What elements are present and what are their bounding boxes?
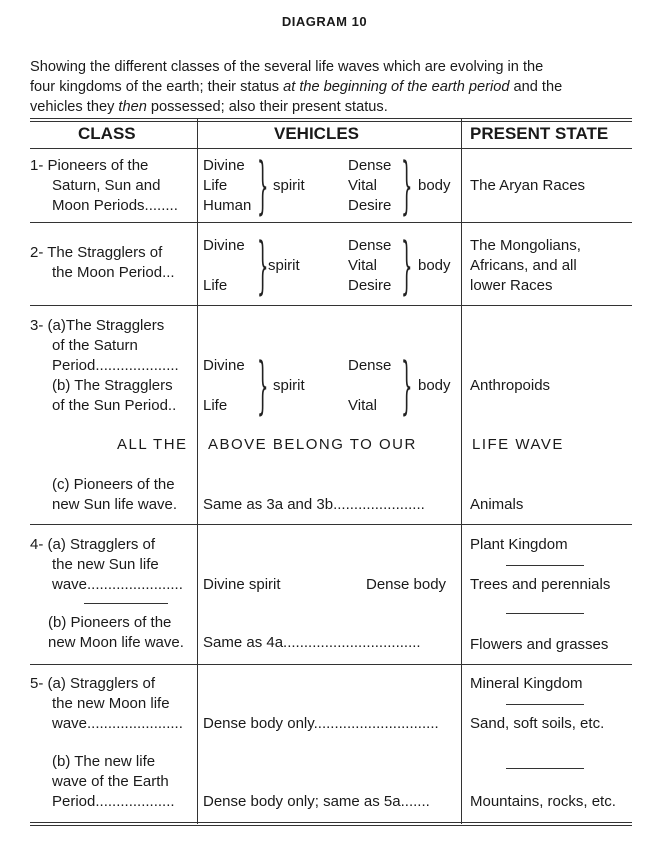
row-divider-3 bbox=[30, 524, 632, 525]
row-3-class-line-4: (b) The Stragglers bbox=[52, 377, 173, 394]
table-bottom-rule-double bbox=[30, 825, 632, 826]
row-3-class-line-3: Period.................... bbox=[52, 357, 179, 374]
intro-line-1: Showing the different classes of the several life waves which are evolving in the bbox=[30, 59, 544, 75]
row-3c-class-line-2: new Sun life wave. bbox=[52, 496, 178, 513]
row-4a-vehicles-left: Divine spirit bbox=[203, 576, 281, 593]
row-1-body-label: body bbox=[418, 177, 451, 194]
belong-text-part-1: ALL THE bbox=[117, 436, 188, 453]
diagram-title: DIAGRAM 10 bbox=[281, 14, 368, 29]
row-2-spirit-word-2: Life bbox=[203, 277, 228, 294]
intro-emphasis-then: then bbox=[118, 99, 147, 115]
row-2-spirit-brace-icon: } bbox=[257, 227, 269, 303]
row-4a-present: Trees and perennials bbox=[470, 576, 611, 593]
row-3-class-line-1: 3- (a)The Stragglers bbox=[30, 317, 165, 334]
row-4a-class-line-3: wave....................... bbox=[52, 576, 183, 593]
belong-text-part-3: LIFE WAVE bbox=[472, 436, 564, 453]
row-2-present-line-3: lower Races bbox=[470, 277, 553, 294]
row-2-spirit-label: spirit bbox=[268, 257, 300, 274]
row-3-class-line-5: of the Sun Period.. bbox=[52, 397, 177, 414]
row-4-present-separator-2 bbox=[506, 613, 584, 614]
row-2-body-brace-icon: } bbox=[401, 227, 413, 303]
row-4-present-separator-1 bbox=[506, 565, 584, 566]
row-4-present-heading: Plant Kingdom bbox=[470, 536, 568, 553]
row-1-body-word-1: Dense bbox=[348, 157, 392, 174]
row-2-spirit-word-1: Divine bbox=[203, 237, 245, 254]
row-3c-class-line-1: (c) Pioneers of the bbox=[52, 476, 175, 493]
row-4b-vehicles: Same as 4a................................. bbox=[203, 634, 421, 651]
row-5-present-separator-2 bbox=[506, 768, 584, 769]
row-divider-1 bbox=[30, 222, 632, 223]
row-4b-class-line-2: new Moon life wave. bbox=[48, 634, 184, 651]
row-5-present-heading: Mineral Kingdom bbox=[470, 675, 583, 692]
header-present-state: PRESENT STATE bbox=[470, 124, 609, 143]
belong-text-part-2: ABOVE BELONG TO OUR bbox=[208, 436, 417, 453]
table-top-rule-double bbox=[30, 121, 632, 122]
intro-line-3: vehicles they then possessed; also their present status. bbox=[30, 99, 388, 115]
row-2-body-word-1: Dense bbox=[348, 237, 392, 254]
row-3-spirit-word-1: Divine bbox=[203, 357, 245, 374]
row-5a-class-line-3: wave....................... bbox=[52, 715, 183, 732]
row-4b-present: Flowers and grasses bbox=[470, 636, 609, 653]
row-5a-class-line-1: 5- (a) Stragglers of bbox=[30, 675, 156, 692]
row-3-class-line-2: of the Saturn bbox=[52, 337, 138, 354]
header-class: CLASS bbox=[78, 124, 136, 143]
row-2-class-line-2: the Moon Period... bbox=[52, 264, 175, 281]
row-1-class-line-1: 1- Pioneers of the bbox=[30, 157, 149, 174]
row-2-body-word-2: Vital bbox=[348, 257, 377, 274]
row-3c-present: Animals bbox=[470, 496, 524, 513]
column-divider-vehicles bbox=[461, 118, 462, 824]
row-3-spirit-label: spirit bbox=[273, 377, 305, 394]
row-1-body-word-3: Desire bbox=[348, 197, 392, 214]
row-1-class-line-2: Saturn, Sun and bbox=[52, 177, 161, 194]
intro-emphasis-earth-period: at the beginning of the earth period bbox=[283, 79, 510, 95]
row-2-class-line-1: 2- The Stragglers of bbox=[30, 244, 163, 261]
row-5b-class-line-3: Period................... bbox=[52, 793, 175, 810]
row-1-spirit-label: spirit bbox=[273, 177, 305, 194]
row-4b-class-line-1: (b) Pioneers of the bbox=[48, 614, 172, 631]
row-4a-vehicles-right: Dense body bbox=[366, 576, 447, 593]
row-1-spirit-word-2: Life bbox=[203, 177, 228, 194]
row-5a-class-line-2: the new Moon life bbox=[52, 695, 170, 712]
table-top-rule bbox=[30, 118, 632, 119]
row-3-body-word-1: Dense bbox=[348, 357, 392, 374]
row-5a-present: Sand, soft soils, etc. bbox=[470, 715, 605, 732]
row-1-spirit-brace-icon: } bbox=[257, 147, 269, 223]
row-2-present-line-1: The Mongolians, bbox=[470, 237, 581, 254]
row-5-present-separator-1 bbox=[506, 704, 584, 705]
row-1-spirit-word-3: Human bbox=[203, 197, 252, 214]
row-3-spirit-word-2: Life bbox=[203, 397, 228, 414]
column-divider-class bbox=[197, 118, 198, 824]
table-bottom-rule bbox=[30, 822, 632, 823]
row-5b-vehicles: Dense body only; same as 5a....... bbox=[203, 793, 430, 810]
row-5b-present: Mountains, rocks, etc. bbox=[470, 793, 616, 810]
row-3c-vehicles: Same as 3a and 3b...................... bbox=[203, 496, 425, 513]
row-5a-vehicles: Dense body only.............................. bbox=[203, 715, 439, 732]
row-1-body-word-2: Vital bbox=[348, 177, 377, 194]
header-bottom-rule bbox=[30, 148, 632, 149]
row-1-body-brace-icon: } bbox=[401, 147, 413, 223]
header-vehicles: VEHICLES bbox=[274, 124, 360, 143]
row-5b-class-line-1: (b) The new life bbox=[52, 753, 156, 770]
row-3-body-word-2: Vital bbox=[348, 397, 377, 414]
row-1-class-line-3: Moon Periods........ bbox=[52, 197, 178, 214]
row-3-spirit-brace-icon: } bbox=[257, 347, 269, 423]
row-3-present: Anthropoids bbox=[470, 377, 551, 394]
row-2-body-word-3: Desire bbox=[348, 277, 392, 294]
row-divider-4 bbox=[30, 664, 632, 665]
row-divider-2 bbox=[30, 305, 632, 306]
row-3-body-brace-icon: } bbox=[401, 347, 413, 423]
row-2-present-line-2: Africans, and all bbox=[470, 257, 577, 274]
row-4a-class-line-2: the new Sun life bbox=[52, 556, 159, 573]
row-2-body-label: body bbox=[418, 257, 451, 274]
row-1-spirit-word-1: Divine bbox=[203, 157, 245, 174]
intro-line-2: four kingdoms of the earth; their status at the beginning of the earth period and the bbox=[30, 79, 563, 95]
row-5b-class-line-2: wave of the Earth bbox=[52, 773, 169, 790]
row-4a-class-line-1: 4- (a) Stragglers of bbox=[30, 536, 156, 553]
row-3-body-label: body bbox=[418, 377, 451, 394]
row-4-class-separator bbox=[84, 603, 168, 604]
row-1-present: The Aryan Races bbox=[470, 177, 586, 194]
